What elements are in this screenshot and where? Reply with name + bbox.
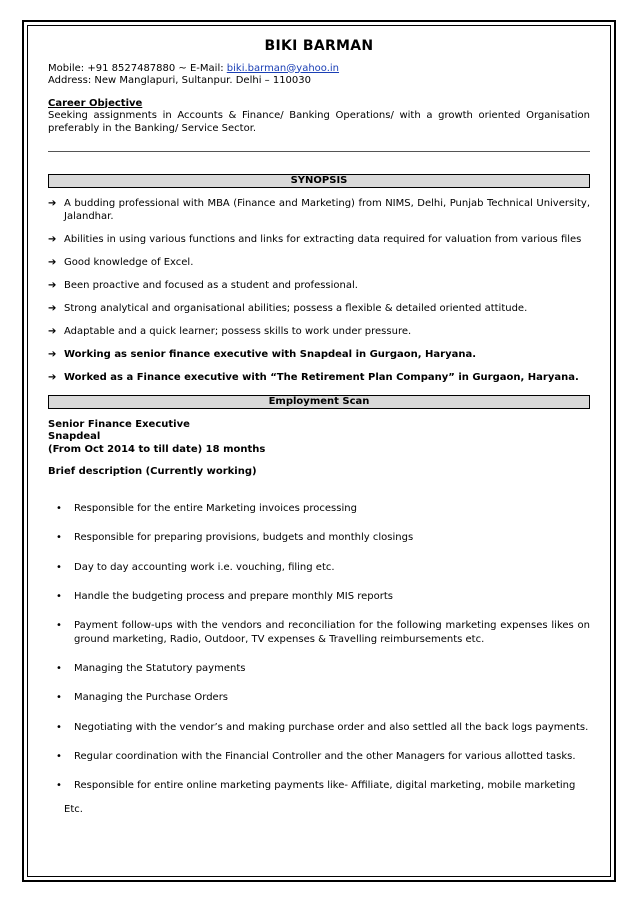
- arrow-icon: ➔: [48, 348, 57, 360]
- synopsis-heading: SYNOPSIS: [48, 174, 590, 188]
- career-objective-heading: Career Objective: [48, 97, 143, 109]
- arrow-icon: ➔: [48, 279, 57, 291]
- responsibility-item: • Handle the budgeting process and prepare monthly MIS reports: [48, 590, 590, 605]
- arrow-icon: ➔: [48, 325, 57, 337]
- arrow-icon: ➔: [48, 233, 57, 245]
- email-link[interactable]: biki.barman@yahoo.in: [226, 62, 340, 74]
- career-objective-text: Seeking assignments in Accounts & Finance/ Banking Operations/ with a growth oriented Organisation preferably in the Banking/ Service Sector.: [48, 110, 590, 134]
- arrow-icon: ➔: [48, 302, 57, 314]
- responsibility-item: • Responsible for preparing provisions, budgets and monthly closings: [48, 531, 590, 546]
- arrow-icon: ➔: [48, 198, 57, 209]
- brief-description-heading: Brief description (Currently working): [48, 465, 257, 477]
- job-company: Snapdeal: [48, 431, 101, 443]
- synopsis-item: ➔ Been proactive and focused as a student and professional.: [48, 279, 358, 291]
- bullet-icon: •: [56, 779, 62, 791]
- synopsis-item: ➔ Strong analytical and organisational abilities; possess a flexible & detailed oriented attitude.: [48, 302, 528, 314]
- bullet-icon: •: [56, 750, 62, 762]
- responsibility-item: • Payment follow-ups with the vendors and reconciliation for the following marketing expenses likes on ground marketing, Radio, Outdoor, TV expenses & Travelling reimbursements etc.: [56, 619, 590, 646]
- address-line: Address: New Manglapuri, Sultanpur. Delhi – 110030: [48, 75, 312, 86]
- responsibility-item: • Responsible for entire online marketing payments like- Affiliate, digital marketing, mobile marketing: [48, 779, 590, 794]
- synopsis-list: [48, 198, 590, 384]
- bullet-icon: •: [56, 619, 62, 631]
- contact-line: [48, 63, 590, 76]
- bullet-icon: •: [56, 663, 62, 675]
- synopsis-item: ➔ Abilities in using various functions and links for extracting data required for valuation from various files: [48, 233, 582, 245]
- bullet-icon: •: [56, 561, 62, 573]
- bullet-icon: •: [56, 503, 62, 515]
- synopsis-item: ➔ Good knowledge of Excel.: [48, 256, 194, 268]
- responsibility-item: • Negotiating with the vendor’s and making purchase order and also settled all the back logs payments.: [48, 721, 590, 736]
- employment-heading: Employment Scan: [48, 395, 590, 409]
- candidate-name: BIKI BARMAN: [264, 38, 374, 54]
- contact-prefix: Mobile: +91 8527487880 ~ E-Mail:: [48, 62, 227, 74]
- bullet-icon: •: [56, 692, 62, 704]
- bullet-icon: •: [56, 590, 62, 602]
- trailing-etc: Etc.: [64, 803, 83, 815]
- arrow-icon: ➔: [48, 371, 57, 383]
- arrow-icon: ➔: [48, 256, 57, 268]
- synopsis-item: ➔ Worked as a Finance executive with “The Retirement Plan Company” in Gurgaon, Haryana.: [48, 371, 579, 383]
- resume-content: [48, 40, 590, 816]
- bullet-icon: •: [56, 721, 62, 733]
- responsibilities-list: [48, 502, 590, 793]
- responsibility-item: • Responsible for the entire Marketing invoices processing: [48, 502, 590, 517]
- responsibility-item: • Day to day accounting work i.e. vouching, filing etc.: [48, 561, 590, 576]
- divider: [48, 151, 590, 152]
- job-block: [48, 419, 590, 457]
- job-title: Senior Finance Executive: [48, 418, 190, 430]
- synopsis-item: ➔ A budding professional with MBA (Finance and Marketing) from NIMS, Delhi, Punjab Technical University, Jalandhar.: [48, 198, 590, 222]
- responsibility-item: • Managing the Statutory payments: [48, 662, 590, 677]
- bullet-icon: •: [56, 532, 62, 544]
- responsibility-item: • Managing the Purchase Orders: [48, 691, 590, 706]
- job-period: (From Oct 2014 to till date) 18 months: [48, 444, 266, 456]
- responsibility-item: • Regular coordination with the Financial Controller and the other Managers for various allotted tasks.: [48, 750, 590, 765]
- synopsis-item: ➔ Working as senior finance executive with Snapdeal in Gurgaon, Haryana.: [48, 348, 477, 360]
- synopsis-item: ➔ Adaptable and a quick learner; possess skills to work under pressure.: [48, 325, 412, 337]
